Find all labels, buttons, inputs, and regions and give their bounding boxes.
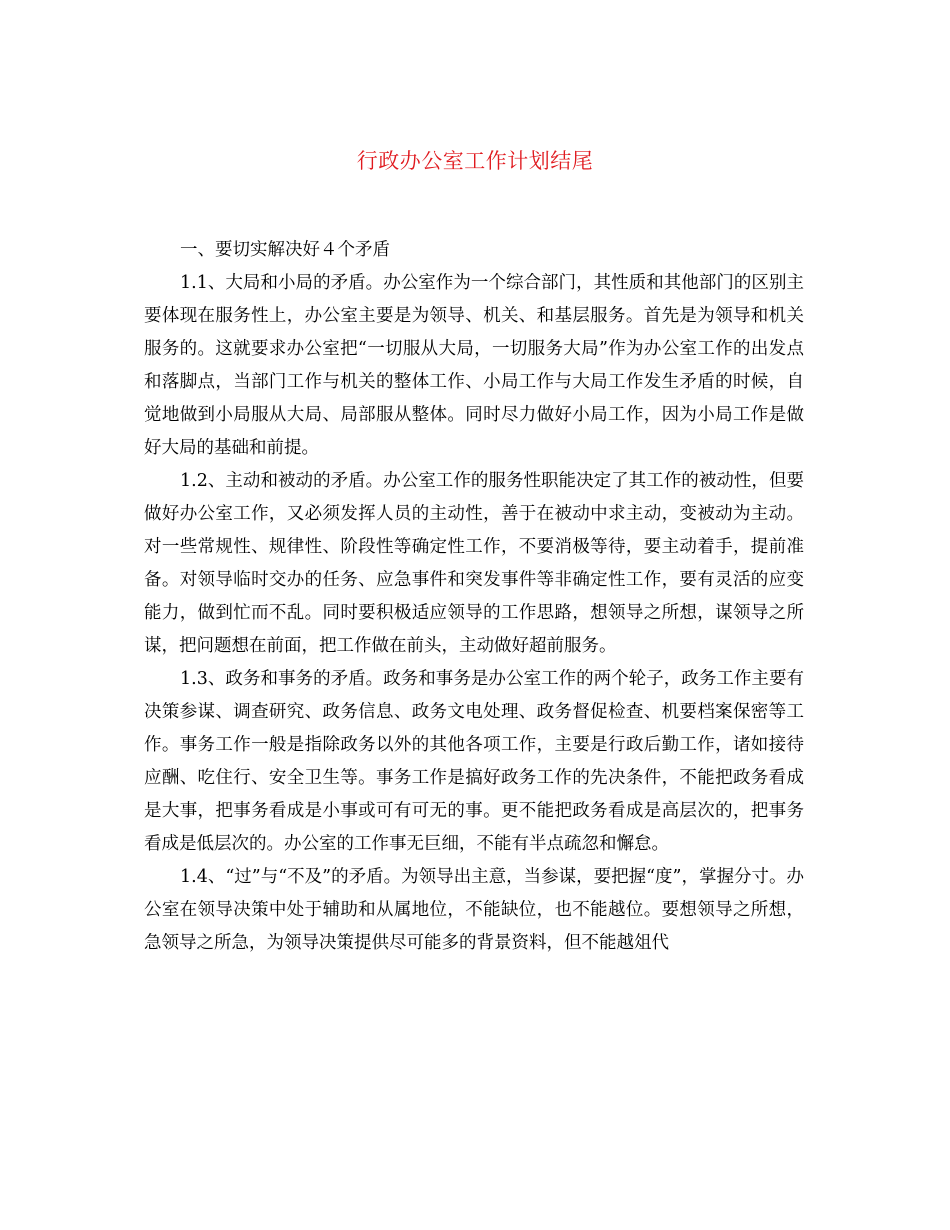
paragraph-1-3: 1.3、政务和事务的矛盾。政务和事务是办公室工作的两个轮子，政务工作主要有决策参谋、调查研究、政务信息、政务文电处理、政务督促检查、机要档案保密等工作。事务工作一般是指除政务以外的其他各项工作，主要是行政后勤工作，诸如接待应酬、吃住行、安全卫生等。事务工作是搞好政务工作的先决条件，不能把政务看成是大事，把事务看成是小事或可有可无的事。更不能把政务看成是高层次的，把事务看成是低层次的。办公室的工作事无巨细，不能有半点疏忽和懈怠。 <box>144 669 804 854</box>
paragraph-1-2: 1.2、主动和被动的矛盾。办公室工作的服务性职能决定了其工作的被动性，但要做好办公室工作，又必须发挥人员的主动性，善于在被动中求主动，变被动为主动。对一些常规性、规律性、阶段性等确定性工作，不要消极等待，要主动着手，提前准备。对领导临时交办的任务、应急事件和突发事件等非确定性工作，要有灵活的应变能力，做到忙而不乱。同时要积极适应领导的工作思路，想领导之所想，谋领导之所谋，把问题想在前面，把工作做在前头，主动做好超前服务。 <box>144 471 804 656</box>
section-heading: 一、要切实解决好４个矛盾 <box>180 240 390 260</box>
document-title: 行政办公室工作计划结尾 <box>356 149 594 173</box>
paragraph-1-4: 1.4、“过”与“不及”的矛盾。为领导出主意，当参谋，要把握“度”，掌握分寸。办公室在领导决策中处于辅助和从属地位，不能缺位，也不能越位。要想领导之所想，急领导之所急，为领导决策提供尽可能多的背景资料，但不能越俎代 <box>144 867 805 953</box>
paragraph-1-1: 1.1、大局和小局的矛盾。办公室作为一个综合部门，其性质和其他部门的区别主要体现在服务性上，办公室主要是为领导、机关、和基层服务。首先是为领导和机关服务的。这就要求办公室把“一切服从大局，一切服务大局”作为办公室工作的出发点和落脚点，当部门工作与机关的整体工作、小局工作与大局工作发生矛盾的时候，自觉地做到小局服从大局、局部服从整体。同时尽力做好小局工作，因为小局工作是做好大局的基础和前提。 <box>144 273 804 458</box>
document-body <box>144 234 804 960</box>
